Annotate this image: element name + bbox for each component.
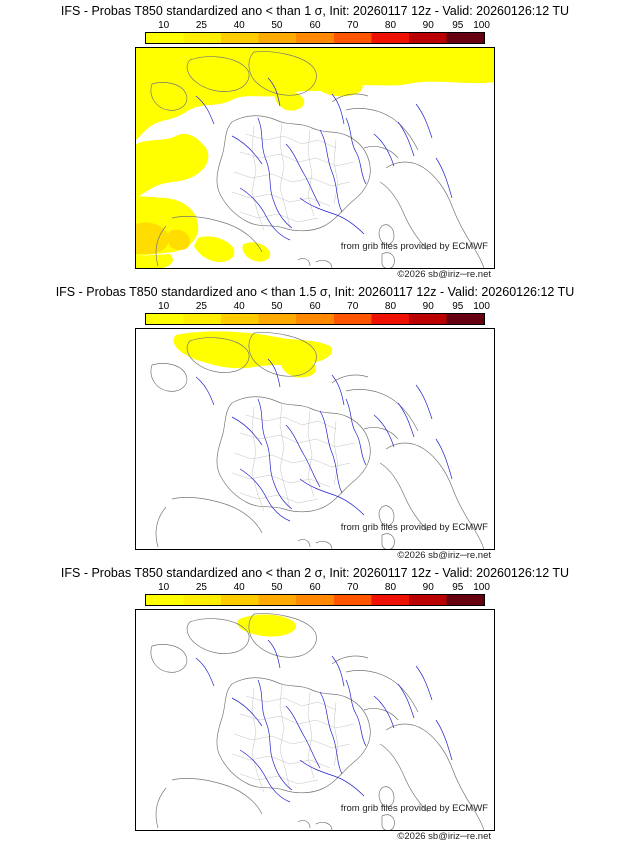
colorbar-tick: 80 xyxy=(384,582,397,593)
colorbar-tick: 40 xyxy=(233,20,245,31)
colorbar-tick: 10 xyxy=(158,301,170,312)
map-container-1 xyxy=(135,47,495,269)
colorbar-tick: 50 xyxy=(271,582,283,593)
colorbar-tick: 70 xyxy=(347,20,359,31)
colorbar-tick: 95 xyxy=(452,20,464,31)
colorbar-3 xyxy=(145,582,490,606)
source-annotation-3: from grib files provided by ECMWF xyxy=(340,803,488,814)
colorbar-tick: 40 xyxy=(233,582,245,593)
map-graphic-2 xyxy=(136,329,495,550)
colorbar-tick: 95 xyxy=(452,582,464,593)
probability-shading xyxy=(237,615,296,637)
panel-title-2: IFS - Probas T850 standardized ano < than 1.5 σ, Init: 20260117 12z - Valid: 20260126:12 TU xyxy=(55,285,575,299)
map-container-2 xyxy=(135,328,495,550)
colorbar-tick: 100 xyxy=(473,582,490,593)
probability-shading xyxy=(173,331,332,377)
colorbar-tick: 60 xyxy=(309,582,321,593)
map-3[interactable] xyxy=(135,609,495,831)
source-annotation-1: from grib files provided by ECMWF xyxy=(340,241,488,252)
colorbar-ticks-2 xyxy=(145,301,490,313)
colorbar-tick: 70 xyxy=(347,301,359,312)
map-graphic-1 xyxy=(136,48,495,269)
copyright-annotation-1: ©2026 sb@iriz─re.net xyxy=(397,269,491,280)
colorbar-tick: 10 xyxy=(158,20,170,31)
colorbar-tick: 50 xyxy=(271,301,283,312)
colorbar-gradient-1 xyxy=(145,32,485,44)
colorbar-tick: 100 xyxy=(473,301,490,312)
colorbar-tick: 70 xyxy=(347,582,359,593)
colorbar-1 xyxy=(145,20,490,44)
forecast-panel-1 xyxy=(0,0,630,281)
colorbar-tick: 95 xyxy=(452,301,464,312)
source-annotation-2: from grib files provided by ECMWF xyxy=(340,522,488,533)
map-graphic-3 xyxy=(136,610,495,831)
map-2[interactable] xyxy=(135,328,495,550)
colorbar-tick: 25 xyxy=(195,582,207,593)
colorbar-tick: 90 xyxy=(422,20,434,31)
forecast-panel-2 xyxy=(0,281,630,562)
colorbar-tick: 90 xyxy=(422,582,434,593)
colorbar-tick: 25 xyxy=(195,301,207,312)
panel-title-1: IFS - Probas T850 standardized ano < than 1 σ, Init: 20260117 12z - Valid: 20260126:12 TU xyxy=(60,4,570,18)
colorbar-tick: 60 xyxy=(309,301,321,312)
colorbar-gradient-2 xyxy=(145,313,485,325)
colorbar-tick: 90 xyxy=(422,301,434,312)
colorbar-tick: 80 xyxy=(384,301,397,312)
colorbar-gradient-3 xyxy=(145,594,485,606)
colorbar-tick: 100 xyxy=(473,20,490,31)
copyright-annotation-2: ©2026 sb@iriz─re.net xyxy=(397,550,491,561)
colorbar-ticks-3 xyxy=(145,582,490,594)
colorbar-tick: 40 xyxy=(233,301,245,312)
map-1[interactable] xyxy=(135,47,495,269)
colorbar-tick: 60 xyxy=(309,20,321,31)
colorbar-tick: 10 xyxy=(158,582,170,593)
colorbar-2 xyxy=(145,301,490,325)
colorbar-ticks-1 xyxy=(145,20,490,32)
panel-title-3: IFS - Probas T850 standardized ano < than 2 σ, Init: 20260117 12z - Valid: 20260126:12 TU xyxy=(60,566,570,580)
forecast-panel-3 xyxy=(0,562,630,843)
colorbar-tick: 80 xyxy=(384,20,397,31)
colorbar-tick: 50 xyxy=(271,20,283,31)
map-container-3 xyxy=(135,609,495,831)
colorbar-tick: 25 xyxy=(195,20,207,31)
copyright-annotation-3: ©2026 sb@iriz─re.net xyxy=(397,831,491,842)
